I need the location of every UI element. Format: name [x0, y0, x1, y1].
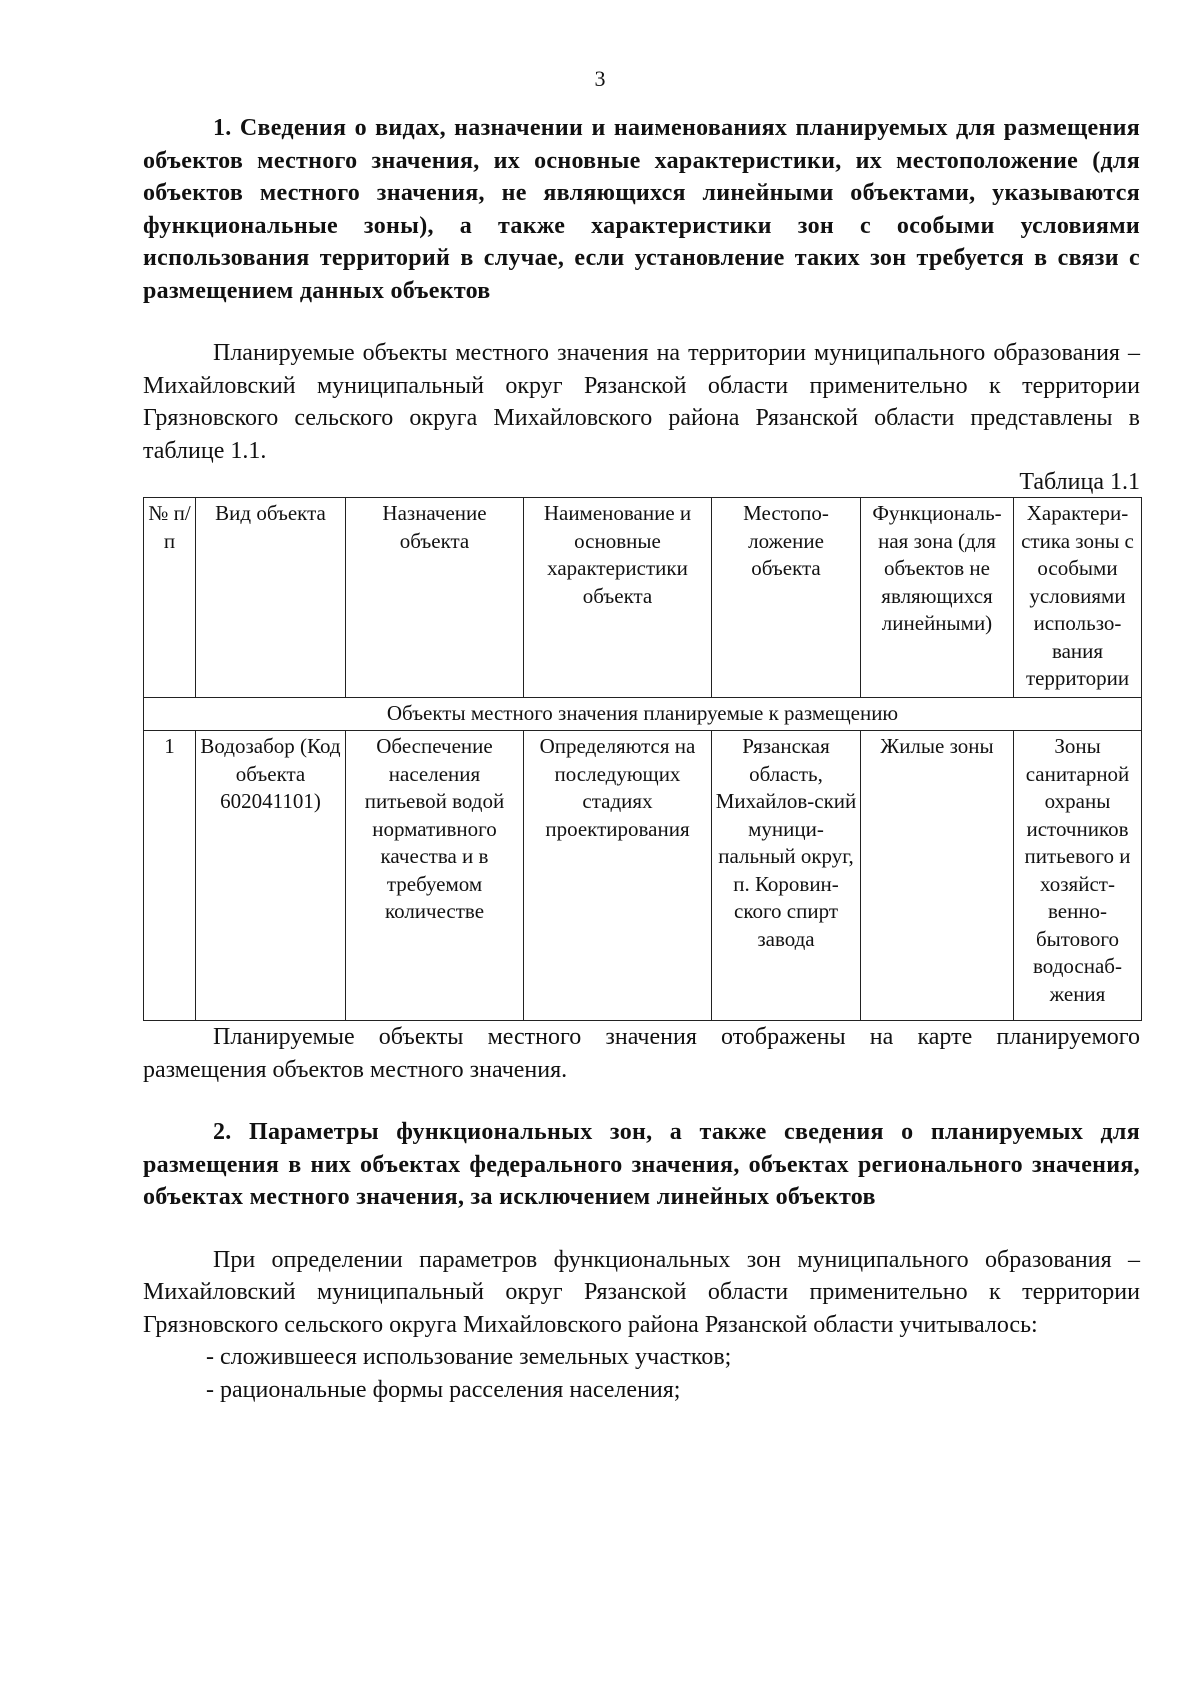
objects-table	[143, 497, 1142, 1021]
document-body	[143, 112, 1140, 1406]
header-cell-zone-characteristic: Характери-стика зоны с особыми условиями использо-вания территории	[1014, 498, 1142, 698]
cell-type: Водозабор (Код объекта 602041101)	[196, 731, 346, 1021]
section-1-intro: Планируемые объекты местного значения на территории муниципального образования – Михайловский муниципальный округ Рязанской области применительно к территории Грязновского сельского округа Михайловского района Рязанской области представлены в таблице 1.1.	[143, 340, 1140, 464]
table-header-row	[144, 498, 1142, 698]
after-table-text: Планируемые объекты местного значения отображены на карте планируемого размещения объектов местного значения.	[143, 1024, 1140, 1083]
list-item: - сложившееся использование земельных участков;	[206, 1344, 732, 1370]
cell-purpose: Обеспечение населения питьевой водой нормативного качества и в требуемом количестве	[346, 731, 524, 1021]
list-item: - рациональные формы расселения населения;	[206, 1376, 681, 1403]
table-caption: Таблица 1.1	[1019, 469, 1140, 495]
cell-functional-zone: Жилые зоны	[861, 731, 1014, 1021]
table-row	[144, 731, 1142, 1021]
cell-number: 1	[144, 731, 196, 1021]
header-cell-purpose: Назначение объекта	[346, 498, 524, 698]
cell-name: Определяются на последующих стадиях проектирования	[524, 731, 712, 1021]
header-cell-number: № п/п	[144, 498, 196, 698]
table-group-row	[144, 697, 1142, 731]
section-1-heading: 1. Сведения о видах, назначении и наименованиях планируемых для размещения объектов местного значения, их основные характеристики, их местоположение (для объектов местного значения, не являющихся линейными объектами, указываются функциональные зоны), а также характеристики зон с особыми условиями использования территорий в случае, если установление таких зон требуется в связи с размещением данных объектов	[143, 115, 1140, 304]
header-cell-location: Местопо-ложение объекта	[712, 498, 861, 698]
section-2-heading: 2. Параметры функциональных зон, а также сведения о планируемых для размещения в них объектах федерального значения, объектах регионального значения, объектах местного значения, за исключением линейных объектов	[143, 1119, 1140, 1210]
page-number: 3	[594, 66, 606, 91]
cell-zone-characteristic: Зоны санитарной охраны источников питьевого и хозяйст-венно-бытового водоснаб-жения	[1014, 731, 1142, 1021]
group-cell: Объекты местного значения планируемые к размещению	[144, 697, 1142, 731]
cell-location: Рязанская область, Михайлов-ский муници-пальный округ, п. Коровин-ского спирт завода	[712, 731, 861, 1021]
header-cell-name: Наименование и основные характеристики объекта	[524, 498, 712, 698]
section-2-intro: При определении параметров функциональных зон муниципального образования – Михайловский муниципальный округ Рязанской области применительно к территории Грязновского сельского округа Михайловского района Рязанской области учитывалось:	[143, 1246, 1140, 1338]
header-cell-type: Вид объекта	[196, 498, 346, 698]
header-cell-functional-zone: Функциональ-ная зона (для объектов не являющихся линейными)	[861, 498, 1014, 698]
